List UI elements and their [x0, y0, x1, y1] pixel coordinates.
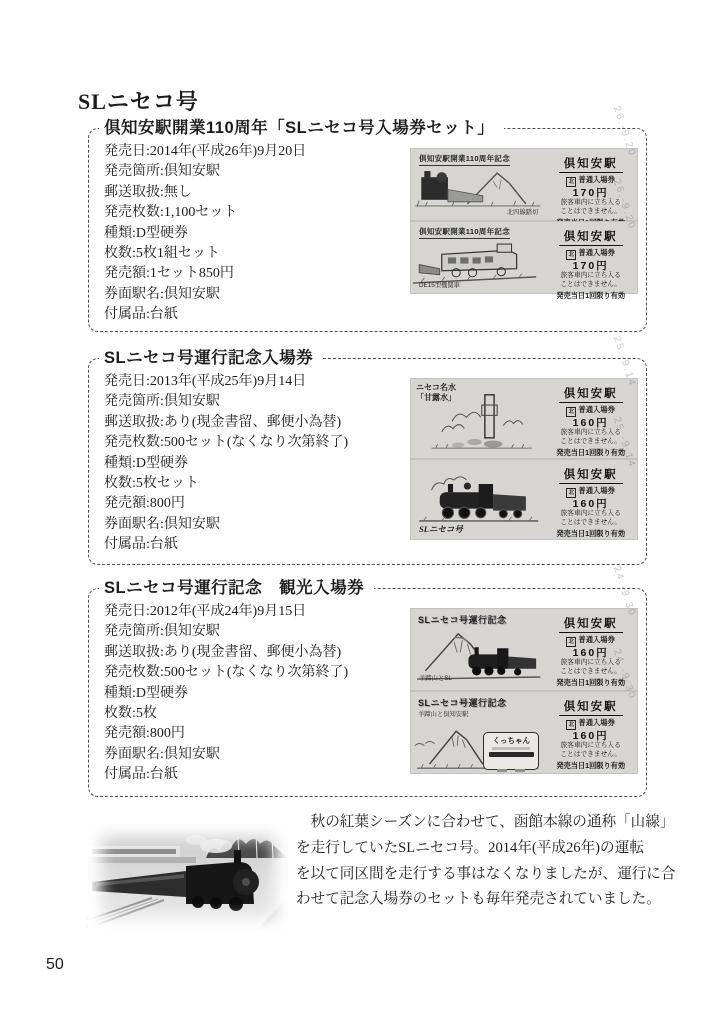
- ticket-station: 倶知安駅: [559, 155, 623, 173]
- jr-hokkaido-mark-icon: 北: [566, 720, 576, 730]
- ticket-logo: SLニセコ号運行記念: [418, 698, 507, 708]
- info-line: 枚数:5枚1組セット: [104, 246, 220, 262]
- info-line: 付属品:台紙: [104, 537, 178, 553]
- signboard-station-name: くっちゃん: [492, 736, 531, 745]
- ticket-validity: 発売当日1回限り有効: [556, 291, 626, 301]
- station-signboard: [483, 732, 539, 770]
- ticket: [411, 415, 638, 539]
- ticket: [411, 334, 638, 458]
- ticket-type: 普通入場券: [578, 405, 615, 414]
- ticket-caption: DE15型機関車: [419, 282, 460, 289]
- ticket-notice: 旅客車内に立ち入る: [560, 429, 621, 436]
- spring-water-monument-illustration: [411, 389, 544, 456]
- ticket-validity: 発売当日1回限り有効: [556, 761, 626, 771]
- info-line: 発売額:1セット850円: [104, 266, 234, 282]
- ticket-notice: ことはできません。: [560, 750, 621, 758]
- ticket-header: 倶知安駅開業110周年記念: [419, 153, 510, 166]
- ticket-strip: [411, 564, 638, 775]
- ticket-price: 170円: [572, 187, 609, 199]
- ticket-price: 160円: [572, 647, 609, 659]
- section-box-110th-anniversary: [88, 104, 647, 332]
- info-line: 発売枚数:500セット(なくなり次第終了): [104, 665, 349, 681]
- date-stamp: 24.-9.30: [611, 564, 638, 619]
- info-fields: [104, 602, 348, 786]
- ticket-notice: ことはできません。: [560, 518, 621, 526]
- section-title: 倶知安駅開業110周年「SLニセコ号入場券セット」: [99, 116, 504, 141]
- ticket-price: 170円: [572, 260, 609, 272]
- info-line: 発売枚数:500セット(なくなり次第終了): [104, 435, 349, 451]
- ticket-price: 160円: [572, 730, 609, 742]
- date-stamp: 25.-9.14: [611, 415, 638, 470]
- ticket-price: 160円: [572, 417, 609, 429]
- ticket-strip: [411, 334, 638, 541]
- ticket-station: 倶知安駅: [559, 385, 623, 403]
- info-line: 付属品:台紙: [104, 767, 178, 783]
- ticket-notice: ことはできません。: [560, 667, 621, 675]
- info-line: 付属品:台紙: [104, 307, 178, 323]
- ticket-station: 倶知安駅: [559, 615, 623, 633]
- paragraph-line: 秋の紅葉シーズンに合わせて、函館本線の通称「山線」: [296, 814, 675, 830]
- section-title: SLニセコ号運行記念 観光入場券: [99, 576, 374, 601]
- date-stamp: 25.-9.14: [611, 334, 638, 389]
- ticket-notice: 旅客車内に立ち入る: [560, 510, 621, 517]
- info-line: 郵送取扱:あり(現金書留、郵便小為替): [104, 644, 342, 660]
- info-line: 券面駅名:倶知安駅: [104, 286, 220, 302]
- info-line: 券面駅名:倶知安駅: [104, 746, 220, 762]
- ticket-notice: ことはできません。: [560, 437, 621, 445]
- ticket-type: 普通入場券: [578, 635, 615, 644]
- info-fields: [104, 142, 306, 326]
- ticket-type: 普通入場券: [578, 486, 615, 495]
- info-line: 種類:D型硬券: [104, 455, 188, 471]
- date-stamp: 26.-9.20: [611, 177, 638, 232]
- info-line: 券面駅名:倶知安駅: [104, 516, 220, 532]
- ticket-notice: 旅客車内に立ち入る: [560, 272, 621, 279]
- info-line: 発売箇所:倶知安駅: [104, 624, 220, 640]
- ticket-station: 倶知安駅: [559, 466, 623, 484]
- info-line: 郵送取扱:無し: [104, 184, 192, 200]
- footer-paragraph: [296, 810, 698, 913]
- ticket-header: ニセコ名水 「甘露水」: [416, 383, 456, 402]
- ticket-validity: 発売当日1回限り有効: [556, 448, 626, 458]
- ticket-notice: 旅客車内に立ち入る: [560, 742, 621, 749]
- ticket: [411, 564, 638, 690]
- info-line: 発売額:800円: [104, 726, 185, 742]
- ticket-notice: 旅客車内に立ち入る: [560, 659, 621, 666]
- ticket-caption: 北四線踏切: [506, 209, 539, 216]
- info-line: 発売枚数:1,100セット: [104, 205, 238, 221]
- info-line: 郵送取扱:あり(現金書留、郵便小為替): [104, 414, 342, 430]
- ticket-strip: [411, 104, 638, 301]
- page-title: SLニセコ号: [78, 88, 199, 114]
- ticket-validity: 発売当日1回限り有効: [556, 678, 626, 688]
- info-line: 発売日:2013年(平成25年)9月14日: [104, 374, 307, 389]
- ticket-notice: ことはできません。: [560, 280, 621, 288]
- ticket-caption: SLニセコ号: [419, 524, 463, 534]
- section-title: SLニセコ号運行記念入場券: [99, 346, 323, 371]
- date-stamp: 24.-9.30: [611, 647, 638, 702]
- info-line: 種類:D型硬券: [104, 225, 188, 241]
- info-fields: [104, 372, 348, 556]
- ticket-type: 普通入場券: [578, 248, 615, 257]
- ticket-price: 160円: [572, 498, 609, 510]
- info-line: 発売日:2012年(平成24年)9月15日: [104, 604, 307, 619]
- paragraph-line: わせて記念入場券のセットも毎年発売されていました。: [296, 891, 661, 908]
- jr-hokkaido-mark-icon: 北: [566, 637, 576, 647]
- page-number: 50: [46, 956, 64, 973]
- ticket-notice: ことはできません。: [560, 207, 621, 215]
- info-line: 枚数:5枚セット: [104, 476, 199, 492]
- paragraph-line: を以て同区間を走行する事はなくなりましたが、運行に合: [296, 865, 676, 882]
- ticket-validity: 発売当日1回限り有効: [556, 529, 626, 539]
- date-stamp: 26.-9.20: [611, 104, 638, 159]
- info-line: 発売額:800円: [104, 496, 185, 512]
- jr-hokkaido-mark-icon: 北: [566, 488, 576, 498]
- ticket-station: 倶知安駅: [559, 228, 623, 246]
- ticket-type: 普通入場券: [578, 175, 615, 184]
- ticket-header: 倶知安駅開業110周年記念: [419, 226, 510, 239]
- info-line: 枚数:5枚: [104, 706, 157, 722]
- ticket-caption: 羊蹄山とSL: [419, 675, 452, 682]
- ticket: [411, 104, 638, 220]
- info-line: 発売箇所:倶知安駅: [104, 164, 220, 180]
- ticket-type: 普通入場券: [578, 718, 615, 727]
- jr-hokkaido-mark-icon: 北: [566, 177, 576, 187]
- ticket-caption: 羊蹄山と倶知安駅: [418, 711, 469, 718]
- ticket-logo: SLニセコ号運行記念: [418, 615, 507, 625]
- steam-train-at-station-photo: [88, 824, 288, 932]
- section-box-kankou-nyujoken: [88, 564, 647, 797]
- train-photo: [88, 824, 288, 932]
- ticket-station: 倶知安駅: [559, 698, 623, 716]
- info-line: 種類:D型硬券: [104, 685, 188, 701]
- jr-hokkaido-mark-icon: 北: [566, 407, 576, 417]
- section-box-unkou-kinen: [88, 334, 647, 565]
- jr-hokkaido-mark-icon: 北: [566, 250, 576, 260]
- info-line: 発売箇所:倶知安駅: [104, 394, 220, 410]
- ticket-notice: 旅客車内に立ち入る: [560, 199, 621, 206]
- paragraph-line: を走行していたSLニセコ号。2014年(平成26年)の運転: [296, 839, 644, 856]
- info-line: 発売日:2014年(平成26年)9月20日: [104, 144, 307, 159]
